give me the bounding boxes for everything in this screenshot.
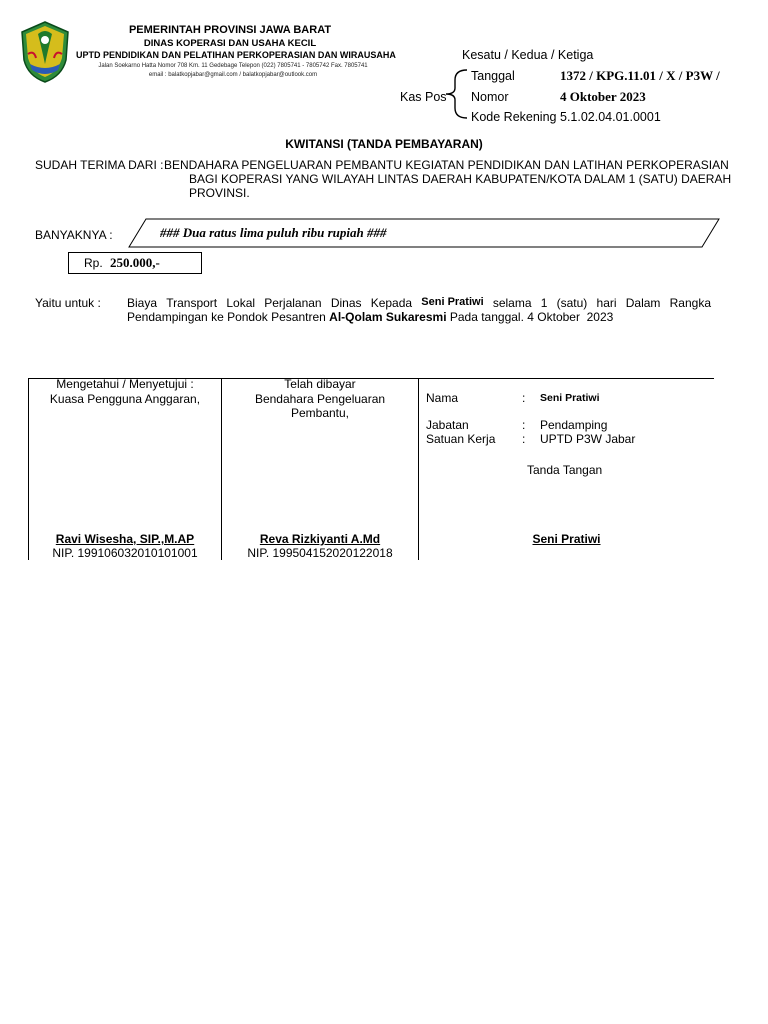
approver-name: Ravi Wisesha, SIP.,M.AP [55, 532, 195, 546]
received-from-label: SUDAH TERIMA DARI : [35, 158, 164, 172]
nama-value: Seni Pratiwi [540, 392, 600, 404]
brace-symbol [443, 68, 469, 120]
kas-pos-label: Kas Pos [400, 90, 447, 104]
purpose-date: Pada tanggal. 4 Oktober 2023 [446, 310, 614, 324]
purpose-text: Pendampingan ke Pondok Pesantren [127, 310, 330, 324]
payer-nip: NIP. 199504152020122018 [247, 546, 393, 560]
nama-colon: : [522, 391, 526, 405]
letterhead-line1: PEMERINTAH PROVINSI JAWA BARAT [128, 24, 332, 36]
satuan-kerja-colon: : [522, 432, 526, 446]
letterhead-line2: DINAS KOPERASI DAN USAHA KECIL [143, 38, 317, 49]
recipient-name: Seni Pratiwi [532, 532, 601, 546]
nomor-value: 4 Oktober 2023 [560, 89, 646, 104]
approver-nip: NIP. 199106032010101001 [52, 546, 198, 560]
purpose-line1 [127, 296, 711, 310]
signature-label: Tanda Tangan [527, 463, 603, 477]
purpose-word: Perjalanan [264, 296, 322, 310]
document-title: KWITANSI (TANDA PEMBAYARAN) [285, 137, 483, 151]
received-from-line3: PROVINSI. [189, 186, 250, 200]
purpose-word: selama [492, 296, 532, 310]
approver-role: Kuasa Pengguna Anggaran, [49, 392, 201, 406]
nama-label: Nama [426, 391, 459, 405]
purpose-word: 1 [540, 296, 548, 310]
west-java-emblem-logo [18, 20, 72, 84]
purpose-word: Dinas [330, 296, 362, 310]
purpose-line2 [127, 310, 613, 324]
jabatan-label: Jabatan [426, 418, 469, 432]
satuan-kerja-value: UPTD P3W Jabar [540, 432, 636, 446]
jabatan-colon: : [522, 418, 526, 432]
amount-label: BANYAKNYA : [35, 228, 113, 242]
payer-name: Reva Rizkiyanti A.Md [259, 532, 381, 546]
purpose-word: Dalam [625, 296, 661, 310]
tanggal-value: 1372 / KPG.11.01 / X / P3W / [560, 68, 720, 83]
nomor-label: Nomor [471, 90, 509, 104]
purpose-word: (satu) [556, 296, 588, 310]
jabatan-value: Pendamping [540, 418, 608, 432]
payer-role-cont: Pembantu, [290, 406, 350, 420]
letterhead-address: Jalan Soekarno Hatta Nomor 708 Km. 11 Gedebage Telepon (022) 7805741 - 7805742 Fax. 7805741 [98, 63, 368, 69]
purpose-recipient-name: Seni Pratiwi [421, 296, 484, 308]
purpose-word: Biaya [127, 296, 158, 310]
letterhead-email: email : balatkopjabar@gmail.com / balatkopjabar@outlook.com [148, 72, 318, 78]
purpose-word: Kepada [370, 296, 413, 310]
letterhead-line3: UPTD PENDIDIKAN DAN PELATIHAN PERKOPERASIAN DAN WIRAUSAHA [76, 50, 396, 60]
amount-words: ### Dua ratus lima puluh ribu rupiah ### [160, 225, 387, 240]
purpose-place: Al-Qolam Sukaresmi [329, 310, 447, 324]
satuan-kerja-label: Satuan Kerja [426, 432, 496, 446]
copies-label: Kesatu / Kedua / Ketiga [462, 48, 594, 62]
purpose-label: Yaitu untuk : [35, 296, 101, 310]
purpose-word: Lokal [226, 296, 256, 310]
payer-heading: Telah dibayar [284, 377, 356, 391]
tanggal-label: Tanggal [471, 69, 515, 83]
kode-rekening-label: Kode Rekening [471, 110, 557, 124]
payer-role: Bendahara Pengeluaran [254, 392, 386, 406]
approver-heading: Mengetahui / Menyetujui : [56, 377, 194, 391]
amount-currency: Rp. [84, 256, 103, 270]
amount-value: 250.000,- [110, 255, 160, 270]
purpose-word: Transport [166, 296, 218, 310]
purpose-word: Rangka [669, 296, 711, 310]
kode-rekening-value: 5.1.02.04.01.0001 [560, 110, 661, 124]
received-from-line1: BENDAHARA PENGELUARAN PEMBANTU KEGIATAN PENDIDIKAN DAN LATIHAN PERKOPERASIAN [164, 158, 729, 172]
received-from-line2: BAGI KOPERASI YANG WILAYAH LINTAS DAERAH KABUPATEN/KOTA DALAM 1 (SATU) DAERAH [189, 172, 732, 186]
purpose-word: hari [596, 296, 617, 310]
